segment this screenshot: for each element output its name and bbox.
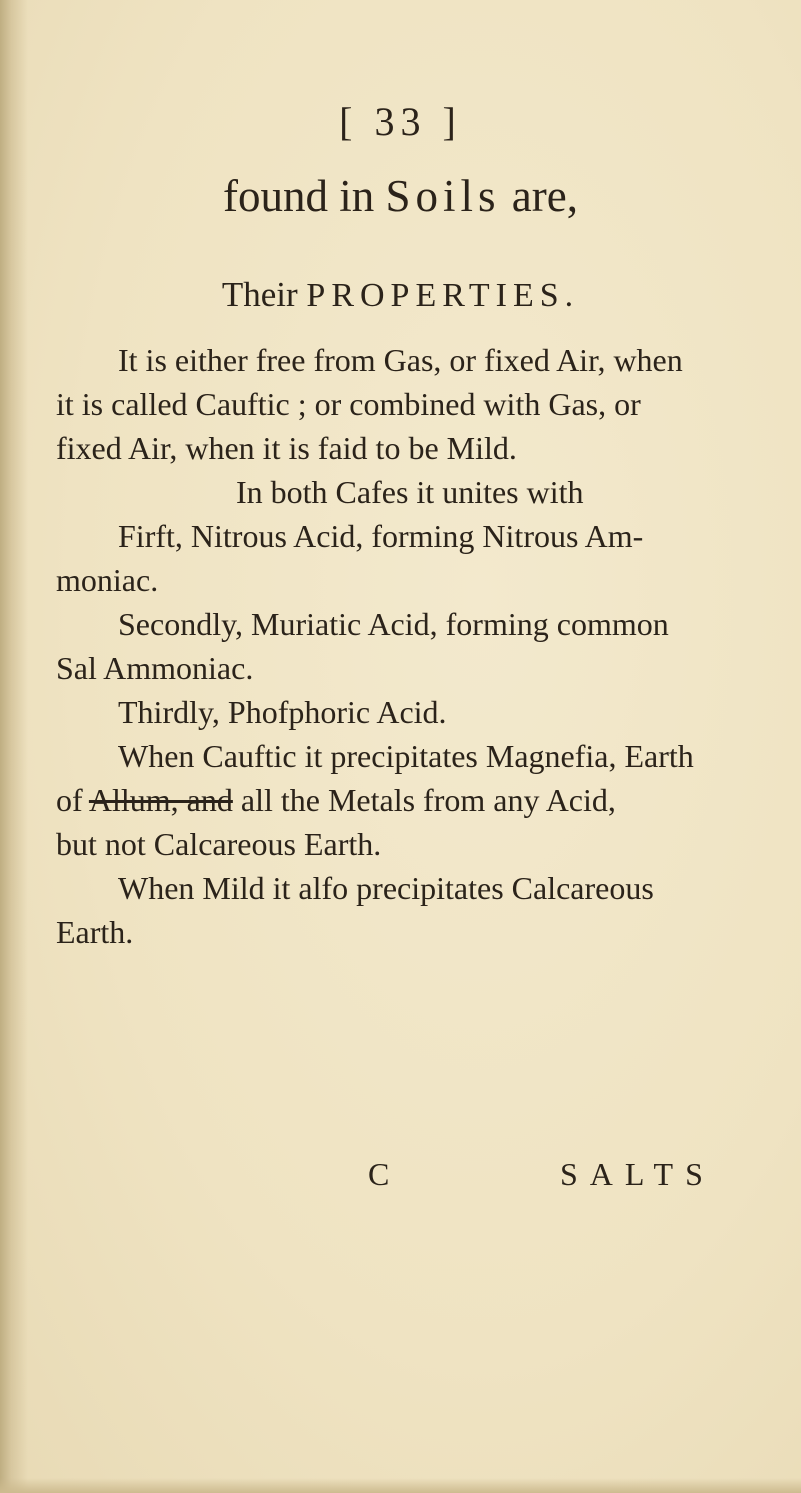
text-line: Thirdly, Phofphoric Acid. (118, 694, 447, 730)
text-line: it is called Cauftic ; or combined with Gas, or (56, 386, 641, 422)
heading-smallcaps: Soils (385, 171, 501, 221)
text-line: When Mild it alfo precipitates Calcareous (118, 870, 654, 906)
text-line: In both Cafes it unites with (236, 474, 584, 510)
text-line: Sal Ammoniac. (56, 650, 254, 686)
text-line: fixed Air, when it is faid to be Mild. (56, 430, 517, 466)
properties-title: PROPERTIES. (306, 277, 580, 314)
heading-suffix: are, (500, 171, 578, 221)
allum-prefix: of (56, 782, 89, 818)
properties-heading (0, 275, 801, 315)
text-line: Earth. (56, 914, 134, 950)
signature-mark: C (368, 1156, 390, 1192)
body-text (56, 338, 746, 954)
section-heading (0, 170, 801, 222)
text-line: but not Calcareous Earth. (56, 826, 382, 862)
page-bottom-edge (0, 1478, 801, 1493)
catchword: SALTS (560, 1156, 715, 1192)
page-footer (0, 1156, 801, 1206)
text-line: Secondly, Muriatic Acid, forming common (118, 606, 669, 642)
page-number: [ 33 ] (339, 99, 462, 144)
text-line: Firft, Nitrous Acid, forming Nitrous Am- (118, 518, 644, 554)
struck-text: Allum, and (88, 782, 233, 818)
text-line: It is either free from Gas, or fixed Air, when (118, 342, 683, 378)
text-line: moniac. (56, 562, 159, 598)
properties-prefix: Their (221, 275, 307, 314)
heading-prefix: found in (223, 171, 386, 221)
text-line-allum (56, 778, 746, 822)
gutter-shadow (0, 0, 28, 1493)
text-line: When Cauftic it precipitates Magnefia, Earth (118, 738, 694, 774)
allum-suffix: all the Metals from any Acid, (232, 782, 616, 818)
